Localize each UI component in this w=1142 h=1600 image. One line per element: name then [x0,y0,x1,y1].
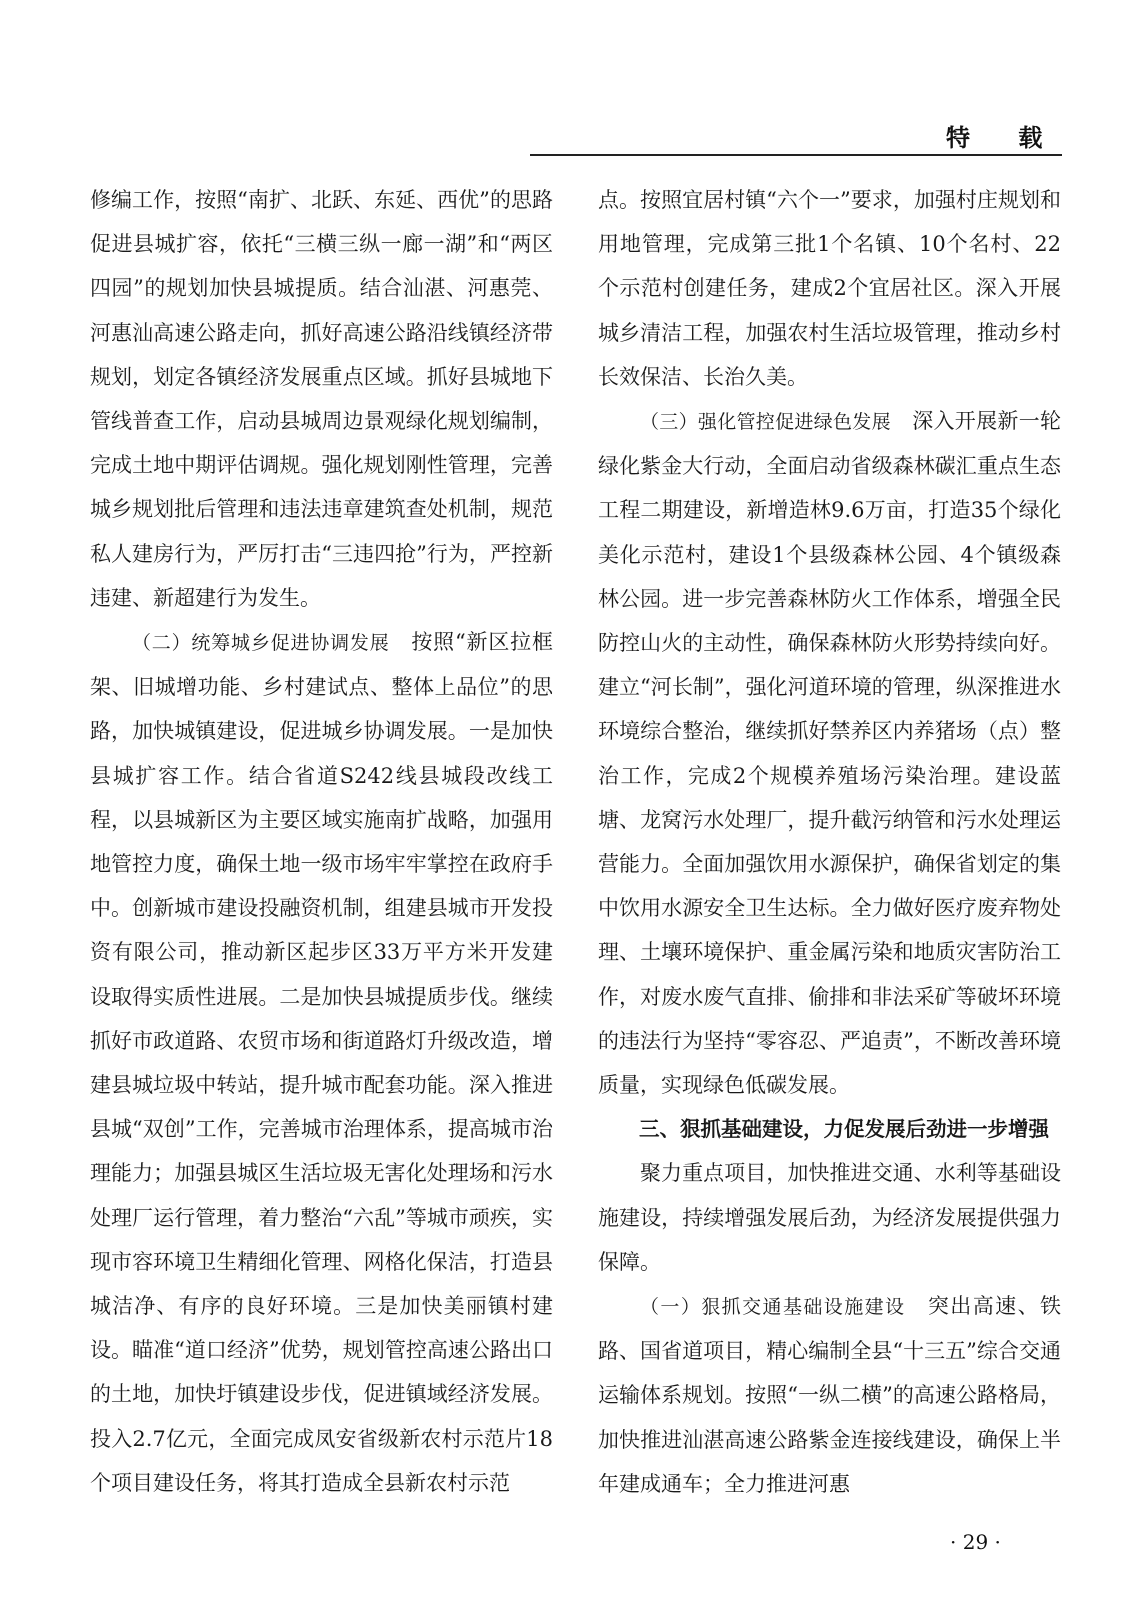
page-number: · 29 · [950,1530,1001,1554]
paragraph: 聚力重点项目，加快推进交通、水利等基础设施建设，持续增强发展后劲，为经济发展提供强力保障。 [598,1161,1061,1274]
header-rule [530,154,1062,156]
section-heading: 三、狠抓基础建设，力促发展后劲进一步增强 [639,1117,1049,1142]
subheading: （二）统筹城乡促进协调发展 [132,632,390,655]
paragraph-body: 深入开展新一轮绿化紫金大行动，全面启动省级森林碳汇重点生态工程二期建设，新增造林9.6万亩，打造35个绿化美化示范村，建设1个县级森林公园、4个镇级森林公园。进一步完善森林防火工作体系，增强全民防控山火的主动性，确保森林防火形势持续向好。建立“河长制”，强化河道环境的管理，纵深推进水环境综合整治，继续抓好禁养区内养猪场（点）整治工作，完成2个规模养殖场污染治理。建设蓝塘、龙窝污水处理厂，提升截污纳管和污水处理运营能力。全面加强饮用水源保护，确保省划定的集中饮用水源安全卫生达标。全力做好医疗废弃物处理、土壤环境保护、重金属污染和地质灾害防治工作，对废水废气直排、偷排和非法采矿等破坏环境的违法行为坚持“零容忍、严追责”，不断改善环境质量，实现绿色低碳发展。 [598,409,1061,1098]
subheading: （三）强化管控促进绿色发展 [640,411,891,434]
subheading: （一）狠抓交通基础设施建设 [640,1296,906,1319]
paragraph [90,620,553,1505]
paragraph: 点。按照宜居村镇“六个一”要求，加强村庄规划和用地管理，完成第三批1个名镇、10个名村、22个示范村创建任务，建成2个宜居社区。深入开展城乡清洁工程，加强农村生活垃圾管理，推动乡村长效保洁、长治久美。 [598,188,1061,389]
paragraph-body: 按照“新区拉框架、旧城增功能、乡村建试点、整体上品位”的思路，加快城镇建设，促进城乡协调发展。一是加快县城扩容工作。结合省道S242线县城段改线工程，以县城新区为主要区域实施南扩战略，加强用地管控力度，确保土地一级市场牢牢掌控在政府手中。创新城市建设投融资机制，组建县城市开发投资有限公司，推动新区起步区33万平方米开发建设取得实质性进展。二是加快县城提质步伐。继续抓好市政道路、农贸市场和街道路灯升级改造，增建县城垃圾中转站，提升城市配套功能。深入推进县城“双创”工作，完善城市治理体系，提高城市治理能力；加强县城区生活垃圾无害化处理场和污水处理厂运行管理，着力整治“六乱”等城市顽疾，实现市容环境卫生精细化管理、网格化保洁，打造县城洁净、有序的良好环境。三是加快美丽镇村建设。瞄准“道口经济”优势，规划管控高速公路出口的土地，加快圩镇建设步伐，促进镇域经济发展。投入2.7亿元，全面完成凤安省级新农村示范片18个项目建设任务，将其打造成全县新农村示范 [90,630,553,1495]
paragraph [598,1284,1061,1506]
left-column [90,178,553,1505]
page-header-title: 特 载 [946,124,1063,152]
paragraph: 修编工作，按照“南扩、北跃、东延、西优”的思路促进县城扩容，依托“三横三纵一廊一湖”和“两区四园”的规划加快县城提质。结合汕湛、河惠莞、河惠汕高速公路走向，抓好高速公路沿线镇经济带规划，划定各镇经济发展重点区域。抓好县城地下管线普查工作，启动县城周边景观绿化规划编制，完成土地中期评估调规。强化规划刚性管理，完善城乡规划批后管理和违法违章建筑查处机制，规范私人建房行为，严厉打击“三违四抢”行为，严控新违建、新超建行为发生。 [90,188,553,610]
paragraph-body: 突出高速、铁路、国省道项目，精心编制全县“十三五”综合交通运输体系规划。按照“一纵二横”的高速公路格局，加快推进汕湛高速公路紫金连接线建设，确保上半年建成通车；全力推进河惠 [598,1294,1061,1496]
right-column [598,178,1061,1506]
paragraph [598,399,1061,1107]
